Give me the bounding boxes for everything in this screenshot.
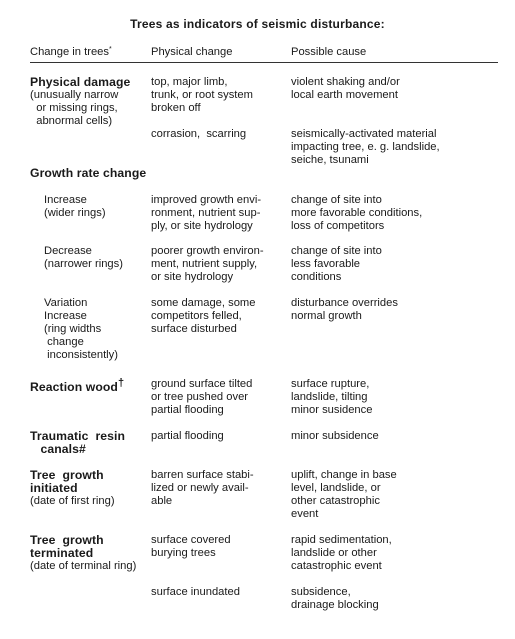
reaction-wood-label: Reaction wood bbox=[30, 380, 118, 395]
growth-label-decrease: Decrease (narrower rings) bbox=[44, 245, 123, 270]
possible-cause-cell: disturbance overrides normal growth bbox=[291, 297, 398, 322]
section-heading-growth-rate: Growth rate change bbox=[30, 166, 147, 180]
physical-change-cell: surface covered burying trees bbox=[151, 534, 231, 559]
physical-change-cell: some damage, some competitors felled, surface disturbed bbox=[151, 297, 256, 335]
possible-cause-cell: minor subsidence bbox=[291, 430, 379, 442]
possible-cause-cell: subsidence, drainage blocking bbox=[291, 586, 379, 611]
possible-cause-cell: rapid sedimentation, landslide or other catastrophic event bbox=[291, 534, 392, 572]
footnote-marker-dagger: † bbox=[117, 377, 125, 389]
header-rule bbox=[30, 62, 498, 63]
possible-cause-cell: violent shaking and/or local earth movement bbox=[291, 76, 400, 101]
possible-cause-cell: change of site into more favorable conditions, loss of competitors bbox=[291, 194, 423, 232]
growth-label-variation: Variation Increase (ring widths change inconsistently) bbox=[44, 297, 118, 361]
possible-cause-cell: surface rupture, landslide, tilting minor susidence bbox=[291, 378, 373, 416]
section-note-terminal-ring: (date of terminal ring) bbox=[30, 560, 137, 572]
section-heading-growth-initiated: Tree growth initiated bbox=[30, 468, 104, 495]
growth-label-increase: Increase (wider rings) bbox=[44, 194, 106, 219]
physical-change-cell: corrasion, scarring bbox=[151, 128, 247, 140]
section-heading-growth-terminated: Tree growth terminated bbox=[30, 533, 104, 560]
possible-cause-cell: uplift, change in base level, landslide, or other catastrophic event bbox=[291, 469, 397, 520]
header-change-in-trees bbox=[30, 46, 112, 59]
physical-change-cell: surface inundated bbox=[151, 586, 240, 598]
section-heading-reaction-wood bbox=[30, 377, 124, 394]
header-possible-cause: Possible cause bbox=[291, 46, 367, 58]
header-col1-label: Change in trees bbox=[30, 46, 109, 58]
physical-change-cell: ground surface tilted or tree pushed over partial flooding bbox=[151, 378, 253, 416]
physical-change-cell: barren surface stabi- lized or newly avail- able bbox=[151, 469, 254, 507]
section-heading-traumatic-resin-canals: Traumatic resin canals# bbox=[30, 429, 126, 456]
possible-cause-cell: change of site into less favorable conditions bbox=[291, 245, 382, 283]
physical-change-cell: improved growth envi- ronment, nutrient sup- ply, or site hydrology bbox=[151, 194, 262, 232]
header-physical-change: Physical change bbox=[151, 46, 233, 58]
table-title: Trees as indicators of seismic disturbance: bbox=[130, 17, 385, 31]
physical-change-cell: top, major limb, trunk, or root system broken off bbox=[151, 76, 253, 114]
possible-cause-cell: seismically-activated material impacting tree, e. g. landslide, seiche, tsunami bbox=[291, 128, 440, 166]
physical-change-cell: partial flooding bbox=[151, 430, 224, 442]
section-note-physical-damage: (unusually narrow or missing rings, abnormal cells) bbox=[30, 89, 119, 127]
section-heading-physical-damage: Physical damage bbox=[30, 75, 131, 89]
footnote-marker-asterisk: * bbox=[109, 46, 112, 53]
section-note-first-ring: (date of first ring) bbox=[30, 495, 115, 507]
physical-change-cell: poorer growth environ- ment, nutrient supply, or site hydrology bbox=[151, 245, 264, 283]
